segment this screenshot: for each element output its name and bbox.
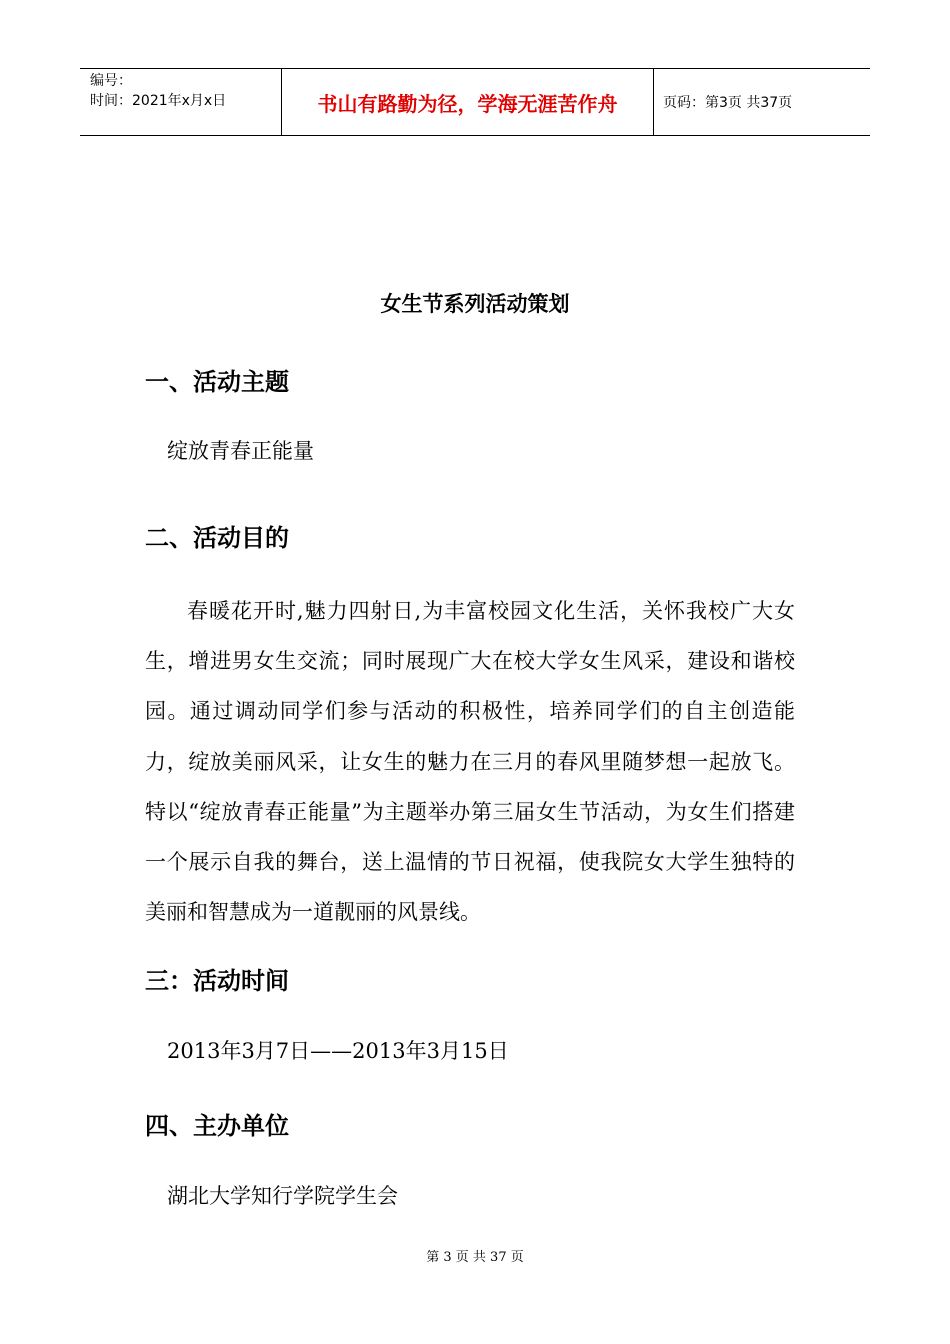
header-table bbox=[80, 68, 870, 136]
header-motto: 书山有路勤为径，学海无涯苦作舟 bbox=[317, 91, 618, 116]
header-meta-cell bbox=[80, 69, 281, 135]
section-text-theme: 绽放青春正能量 bbox=[167, 439, 314, 463]
document-title: 女生节系列活动策划 bbox=[380, 292, 570, 316]
header-page-code: 页码：第3页 共37页 bbox=[663, 95, 793, 111]
section-heading-purpose: 二、活动目的 bbox=[145, 524, 289, 552]
header-number-label: 编号： bbox=[90, 73, 132, 89]
section-heading-theme: 一、活动主题 bbox=[145, 368, 289, 396]
section-heading-organizer: 四、主办单位 bbox=[145, 1112, 289, 1140]
section-text-organizer: 湖北大学知行学院学生会 bbox=[167, 1184, 398, 1208]
header-motto-cell bbox=[281, 69, 654, 135]
page-footer: 第 3 页 共 37 页 bbox=[426, 1250, 524, 1265]
header-page-cell bbox=[654, 69, 870, 135]
header-date-label: 时间：2021年x月x日 bbox=[90, 93, 227, 109]
section-text-purpose: 春暖花开时,魅力四射日,为丰富校园文化生活，关怀我校广大女生，增进男女生交流；同时展现广大在校大学女生风采，建设和谐校园。通过调动同学们参与活动的积极性，培养同学们的自主创造能力，绽放美丽风采，让女生的魅力在三月的春风里随梦想一起放飞。特以“绽放青春正能量”为主题举办第三届女生节活动，为女生们搭建一个展示自我的舞台，送上温情的节日祝福，使我院女大学生独特的美丽和智慧成为一道靓丽的风景线。 bbox=[145, 599, 795, 925]
section-heading-time: 三：活动时间 bbox=[145, 967, 289, 995]
section-text-time: 2013年3月7日——2013年3月15日 bbox=[167, 1039, 509, 1063]
